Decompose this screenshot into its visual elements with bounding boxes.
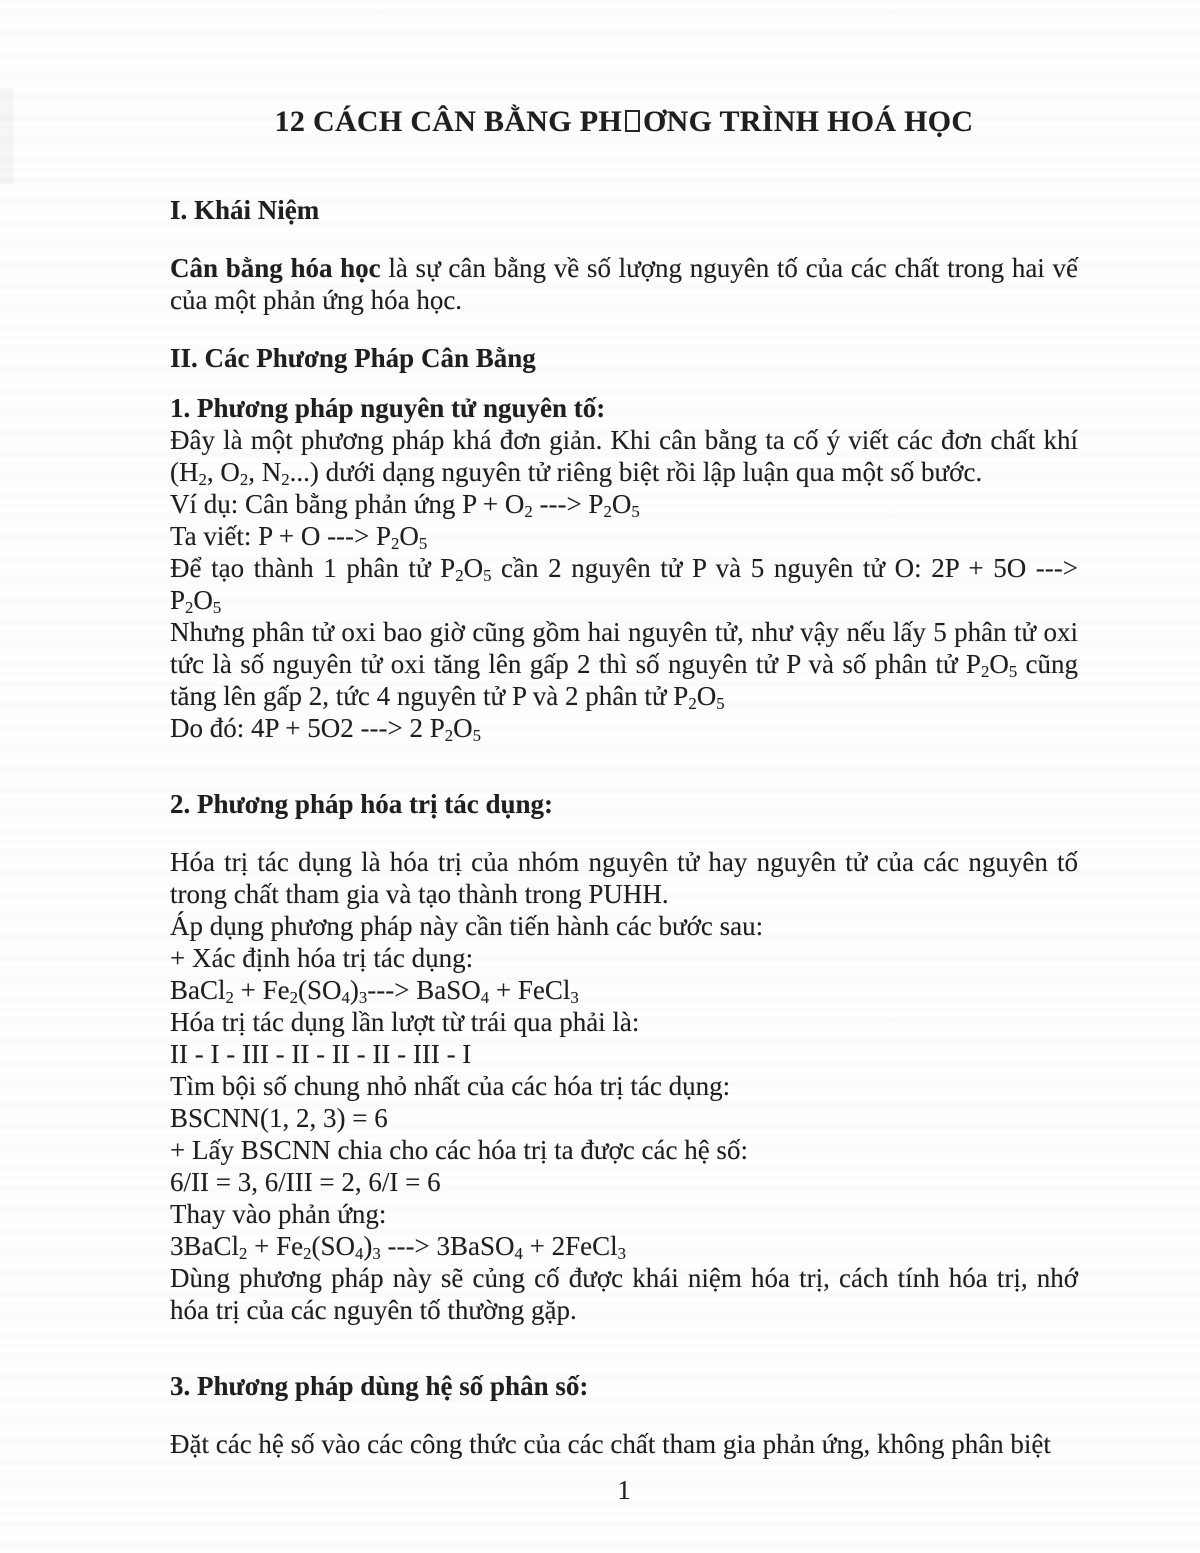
text-run: Hóa trị tác dụng là hóa trị của nhóm nguyên tử hay nguyên tử của các nguyên tố trong chất tham gia và tạo thành trong PUHH. [170, 847, 1078, 909]
text-run: ---> BaSO [367, 975, 481, 1005]
method-heading [170, 788, 1078, 820]
subscript: 4 [355, 1243, 364, 1263]
paragraph [170, 1134, 1078, 1166]
blank-line [170, 820, 1078, 846]
text-run: (SO [311, 1231, 356, 1261]
text-run: là sự cân bằng về số lượng nguyên tố của các chất trong hai vế của một phản ứng hóa học. [170, 253, 1078, 315]
blank-line [170, 1326, 1078, 1352]
subscript: 2 [980, 661, 990, 681]
text-run: II. Các Phương Pháp Cân Bằng [170, 343, 536, 373]
text-run: Đây là một phương pháp khá đơn giản. Khi cân bằng ta cố ý viết các đơn chất khí (H [170, 425, 1078, 487]
paragraph [170, 1230, 1078, 1262]
text-run: 2. Phương pháp hóa trị tác dụng: [170, 789, 553, 819]
paragraph [170, 424, 1078, 488]
text-run: , N [248, 457, 282, 487]
paragraph [170, 1102, 1078, 1134]
paragraph [170, 1262, 1078, 1326]
paragraph [170, 552, 1078, 616]
text-run: + Xác định hóa trị tác dụng: [170, 943, 474, 973]
missing-glyph-box [625, 110, 640, 132]
text-run: Ta viết: P + O ---> P [170, 521, 392, 551]
text-run: ---> 3BaSO [380, 1231, 515, 1261]
text-run: II - I - III - II - II - II - III - I [170, 1039, 472, 1069]
document-title [170, 104, 1078, 140]
paragraph [170, 252, 1078, 316]
text-run: , O [206, 457, 240, 487]
text-run: Nhưng phân tử oxi bao giờ cũng gồm hai nguyên tử, như vậy nếu lấy 5 phân tử oxi tức là số nguyên tử oxi tăng lên gấp 2 thì số nguyên tử P và số phân tử P [170, 617, 1078, 679]
section-heading [170, 342, 1078, 374]
text-run: I. Khái Niệm [170, 195, 320, 225]
method-heading [170, 392, 1078, 424]
bold-text: Cân bằng hóa học [170, 253, 381, 283]
subscript: 2 [281, 469, 290, 489]
text-run: 3. Phương pháp dùng hệ số phân số: [170, 1371, 589, 1401]
text-run: Do đó: 4P + 5O2 ---> 2 P [170, 713, 445, 743]
text-run: ---> P [532, 489, 604, 519]
text-run: Hóa trị tác dụng lần lượt từ trái qua phải là: [170, 1007, 640, 1037]
text-run: Ví dụ: Cân bằng phản ứng P + O [170, 489, 525, 519]
subscript: 2 [303, 1243, 312, 1263]
text-run: + 2FeCl [522, 1231, 618, 1261]
text-run: O [193, 585, 213, 615]
text-run: O [989, 649, 1009, 679]
blank-line [170, 316, 1078, 342]
subscript: 5 [1008, 661, 1018, 681]
paragraph [170, 1198, 1078, 1230]
text-run: Dùng phương pháp này sẽ củng cố được khái niệm hóa trị, cách tính hóa trị, nhớ hóa trị của các nguyên tố thường gặp. [170, 1263, 1078, 1325]
text-run: O [453, 713, 473, 743]
text-run: ...) dưới dạng nguyên tử riêng biệt rồi lập luận qua một số bước. [289, 457, 983, 487]
subscript: 2 [198, 469, 207, 489]
paragraph [170, 616, 1078, 712]
subscript: 3 [358, 987, 368, 1007]
text-run: 12 CÁCH CÂN BẰNG PH [274, 105, 622, 138]
subscript: 5 [716, 693, 725, 713]
text-run: 3BaCl [170, 1231, 240, 1261]
paragraph [170, 910, 1078, 942]
paragraph [170, 1166, 1078, 1198]
paragraph [170, 846, 1078, 910]
text-run: + Fe [247, 1231, 304, 1261]
paragraph [170, 942, 1078, 974]
text-run: Đặt các hệ số vào các công thức của các chất tham gia phản ứng, không phân biệt [170, 1429, 1051, 1459]
subscript: 2 [185, 597, 194, 617]
subscript: 2 [444, 725, 454, 745]
text-run: BaCl [170, 975, 226, 1005]
subscript: 2 [289, 987, 298, 1007]
text-run: O [463, 553, 484, 583]
paragraph [170, 1428, 1078, 1460]
text-run: O [611, 489, 632, 519]
subscript: 3 [617, 1243, 626, 1263]
text-run: 6/II = 3, 6/III = 2, 6/I = 6 [170, 1167, 441, 1197]
subscript: 2 [239, 1243, 248, 1263]
subscript: 5 [418, 533, 428, 553]
blank-line [170, 744, 1078, 770]
subscript: 2 [524, 501, 533, 521]
paragraph [170, 1070, 1078, 1102]
subscript: 2 [688, 693, 697, 713]
text-run: ) [349, 975, 359, 1005]
text-run: (SO [298, 975, 342, 1005]
subscript: 5 [472, 725, 481, 745]
section-heading [170, 194, 1078, 226]
paragraph [170, 1038, 1078, 1070]
subscript: 4 [514, 1243, 523, 1263]
text-run: + Fe [233, 975, 290, 1005]
document-body [170, 194, 1078, 1460]
subscript: 3 [570, 987, 579, 1007]
subscript: 2 [239, 469, 249, 489]
blank-line [170, 226, 1078, 252]
paragraph [170, 1006, 1078, 1038]
subscript: 2 [225, 987, 234, 1007]
text-run: cần 2 nguyên tử P và 5 nguyên tử O: 2P + 5O ---> P [170, 553, 1078, 615]
text-run: O [696, 681, 717, 711]
text-run: O [399, 521, 419, 551]
paragraph [170, 712, 1078, 744]
paragraph [170, 488, 1078, 520]
subscript: 5 [483, 565, 492, 585]
text-run: 1. Phương pháp nguyên tử nguyên tố: [170, 393, 606, 423]
text-run: ƠNG TRÌNH HOÁ HỌC [642, 105, 974, 138]
scan-artifact [0, 88, 14, 184]
text-run: Thay vào phản ứng: [170, 1199, 387, 1229]
text-run: + FeCl [489, 975, 571, 1005]
text-run: ) [363, 1231, 373, 1261]
blank-line [170, 1402, 1078, 1428]
text-run: Áp dụng phương pháp này cần tiến hành các bước sau: [170, 911, 764, 941]
paragraph [170, 520, 1078, 552]
text-run: BSCNN(1, 2, 3) = 6 [170, 1103, 388, 1133]
text-run: cũng tăng lên gấp 2, tức 4 nguyên tử P và 2 phân tử P [170, 649, 1079, 711]
text-run: Để tạo thành 1 phân tử P [170, 553, 456, 583]
text-run: + Lấy BSCNN chia cho các hóa trị ta được các hệ số: [170, 1135, 748, 1165]
subscript: 4 [480, 987, 490, 1007]
text-run: Tìm bội số chung nhỏ nhất của các hóa trị tác dụng: [170, 1071, 731, 1101]
method-heading [170, 1370, 1078, 1402]
subscript: 2 [603, 501, 612, 521]
subscript: 2 [455, 565, 464, 585]
page-number: 1 [617, 1475, 631, 1505]
subscript: 5 [212, 597, 222, 617]
subscript: 5 [631, 501, 640, 521]
subscript: 3 [372, 1243, 381, 1263]
paragraph [170, 974, 1078, 1006]
subscript: 4 [341, 987, 350, 1007]
subscript: 2 [391, 533, 400, 553]
